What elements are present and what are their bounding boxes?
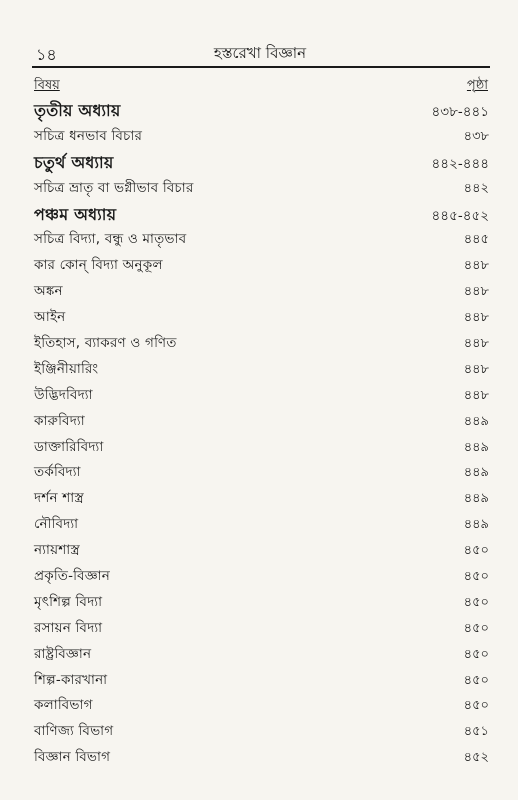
entry-page-number: ৪৪৮ — [463, 336, 489, 352]
entry-title: শিল্প-কারখানা — [34, 671, 108, 688]
entry-page-number: ৪৫০ — [463, 620, 489, 636]
toc-entry-row — [34, 331, 489, 357]
entry-title: ইতিহাস, ব্যাকরণ ও গণিত — [34, 335, 177, 352]
entry-title: রাষ্ট্রবিজ্ঞান — [34, 645, 92, 662]
entry-page-number: ৪৪৮ — [463, 387, 489, 403]
topic-column-heading: বিষয় — [34, 78, 60, 93]
entry-page-number: ৪৪২ — [463, 180, 489, 196]
entry-page-number: ৪৪৮ — [463, 361, 489, 377]
entry-title: তর্কবিদ্যা — [34, 464, 81, 481]
entry-title: সচিত্র বিদ্যা, বন্ধু ও মাতৃভাব — [34, 231, 187, 248]
table-of-contents — [34, 98, 489, 771]
toc-entry-row — [34, 486, 489, 512]
entry-title: কারুবিদ্যা — [34, 412, 85, 429]
chapter-heading-row — [34, 98, 489, 124]
toc-entry-row — [34, 538, 489, 564]
toc-entry-row — [34, 616, 489, 642]
entry-title: ইঞ্জিনীয়ারিং — [34, 360, 99, 377]
toc-entry-row — [34, 693, 489, 719]
entry-title: বিজ্ঞান বিভাগ — [34, 749, 111, 766]
entry-page-number: ৪৩৮ — [463, 128, 489, 144]
entry-page-number: ৪৪৯ — [463, 491, 489, 507]
entry-page-number: ৪৫০ — [463, 646, 489, 662]
running-title: হস্তরেখা বিজ্ঞান — [213, 44, 307, 62]
entry-title: বাণিজ্য বিভাগ — [34, 723, 114, 740]
chapter-heading-row — [34, 150, 489, 176]
entry-title: ডাক্তারিবিদ্যা — [34, 438, 104, 455]
toc-entry-row — [34, 590, 489, 616]
entry-page-number: ৪৪৫ — [463, 232, 489, 248]
toc-entry-row — [34, 305, 489, 331]
entry-page-number: ৪৪৮ — [463, 284, 489, 300]
entry-title: সচিত্র ধনভাব বিচার — [34, 127, 143, 144]
entry-page-number: ৪৫০ — [463, 569, 489, 585]
entry-title: কলাবিভাগ — [34, 697, 93, 714]
entry-page-number: ৪৪৯ — [463, 517, 489, 533]
entry-page-number: ৪৫১ — [463, 724, 489, 740]
entry-page-number: ৪৫০ — [463, 672, 489, 688]
toc-entry-row — [34, 745, 489, 771]
entry-title: দর্শন শাস্ত্র — [34, 490, 84, 507]
entry-title: নৌবিদ্যা — [34, 516, 79, 533]
chapter-title: তৃতীয় অধ্যায় — [34, 101, 121, 120]
entry-title: মৃৎশিল্প বিদ্যা — [34, 593, 103, 610]
toc-entry-row — [34, 435, 489, 461]
entry-title: আইন — [34, 309, 66, 326]
toc-entry-row — [34, 719, 489, 745]
entry-title: ন্যায়শাস্ত্র — [34, 542, 80, 559]
chapter-title: চতুর্থ অধ্যায় — [34, 152, 114, 172]
entry-page-number: ৪৪৯ — [463, 439, 489, 455]
entry-title: উদ্ভিদবিদ্যা — [34, 386, 93, 403]
entry-page-number: ৪৪৮ — [463, 310, 489, 326]
page-header — [32, 40, 488, 64]
entry-page-number: ৪৪৫-৪৫২ — [431, 207, 489, 224]
header-rule — [32, 66, 490, 68]
entry-page-number: ৪৪৯ — [463, 413, 489, 429]
toc-entry-row — [34, 564, 489, 590]
toc-entry-row — [34, 460, 489, 486]
entry-title: রসায়ন বিদ্যা — [34, 619, 103, 636]
entry-page-number: ৪৫২ — [463, 750, 489, 766]
toc-entry-row — [34, 253, 489, 279]
toc-entry-row — [34, 642, 489, 668]
entry-page-number: ৪৪৮ — [463, 258, 489, 274]
entry-title: প্রকৃতি-বিজ্ঞান — [34, 568, 111, 585]
entry-page-number: ৪৫০ — [463, 543, 489, 559]
page-number: ১৪ — [36, 45, 57, 64]
entry-page-number: ৪৫০ — [463, 698, 489, 714]
chapter-heading-row — [34, 202, 489, 228]
toc-entry-row — [34, 383, 489, 409]
toc-entry-row — [34, 409, 489, 435]
chapter-title: পঞ্চম অধ্যায় — [34, 204, 117, 224]
toc-entry-row — [34, 176, 489, 202]
entry-title: কার কোন্ বিদ্যা অনুকূল — [34, 257, 163, 274]
entry-page-number: ৪৩৮-৪৪১ — [431, 104, 489, 120]
toc-entry-row — [34, 357, 489, 383]
page-column-heading: পৃষ্ঠা — [466, 78, 488, 93]
entry-page-number: ৪৪৯ — [463, 465, 489, 481]
toc-entry-row — [34, 512, 489, 538]
entry-title: অঙ্কন — [34, 283, 63, 300]
entry-page-number: ৪৪২-৪৪৪ — [431, 155, 489, 172]
toc-entry-row — [34, 279, 489, 305]
entry-page-number: ৪৫০ — [463, 594, 489, 610]
entry-title: সচিত্র ভ্রাতৃ বা ভগ্নীভাব বিচার — [34, 179, 194, 196]
toc-entry-row — [34, 124, 489, 150]
toc-entry-row — [34, 668, 489, 694]
toc-entry-row — [34, 227, 489, 253]
